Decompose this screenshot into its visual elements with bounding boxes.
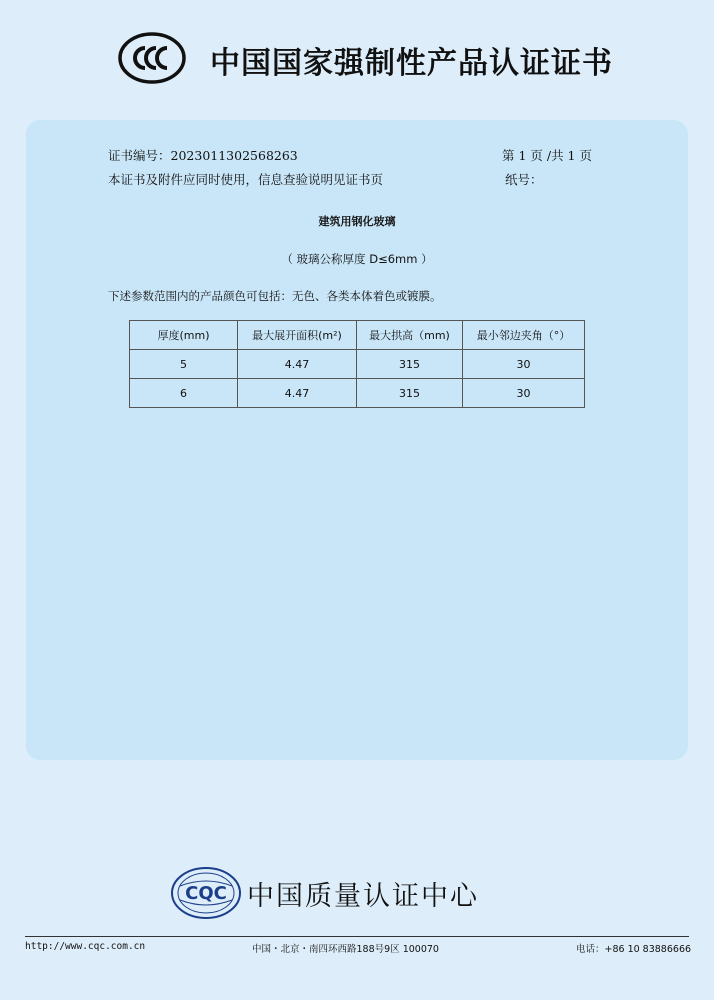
usage-notice: 本证书及附件应同时使用，信息查验说明见证书页: [108, 172, 384, 187]
cqc-logo-text: CQC: [185, 883, 227, 904]
footer-divider: [25, 936, 689, 937]
footer-url: http://www.cqc.com.cn: [25, 941, 146, 952]
column-header-min-angle: 最小邻边夹角（°）: [463, 321, 585, 350]
table-header-row: [130, 321, 585, 350]
footer-address: 中国・北京・南四环西路188号9区 100070: [252, 944, 439, 955]
cell-thickness: 6: [130, 379, 238, 408]
cell-min-angle: 30: [463, 379, 585, 408]
paper-number-label: 纸号：: [505, 172, 543, 187]
column-header-max-area: 最大展开面积(m²): [238, 321, 357, 350]
page-info: 第 1 页 /共 1 页: [502, 148, 592, 163]
cell-max-area: 4.47: [238, 379, 357, 408]
cell-max-area: 4.47: [238, 350, 357, 379]
parameter-table: [129, 320, 585, 408]
certificate-number: 2023011302568263: [170, 148, 298, 163]
column-header-thickness: 厚度(mm): [130, 321, 238, 350]
color-scope-note: 下述参数范围内的产品颜色可包括：无色、各类本体着色或镀膜。: [108, 289, 442, 303]
column-header-max-arch-height: 最大拱高（mm): [357, 321, 463, 350]
product-name: 建筑用钢化玻璃: [318, 215, 396, 228]
footer-phone: 电话：+86 10 83886666: [576, 944, 692, 955]
certificate-number-label: 证书编号：: [108, 148, 171, 163]
table-row: [130, 379, 585, 408]
thickness-note: （ 玻璃公称厚度 D≤6mm ）: [281, 252, 433, 266]
cell-thickness: 5: [130, 350, 238, 379]
certificate-number-line: [108, 146, 298, 164]
ccc-mark-icon: [118, 32, 186, 84]
certificate-header: [0, 0, 714, 120]
certificate-title: 中国国家强制性产品认证证书: [210, 46, 613, 81]
cell-min-angle: 30: [463, 350, 585, 379]
cqc-logo-icon: [170, 866, 242, 920]
organization-name: 中国质量认证中心: [247, 881, 479, 912]
cell-max-arch-height: 315: [357, 379, 463, 408]
cell-max-arch-height: 315: [357, 350, 463, 379]
table-row: [130, 350, 585, 379]
